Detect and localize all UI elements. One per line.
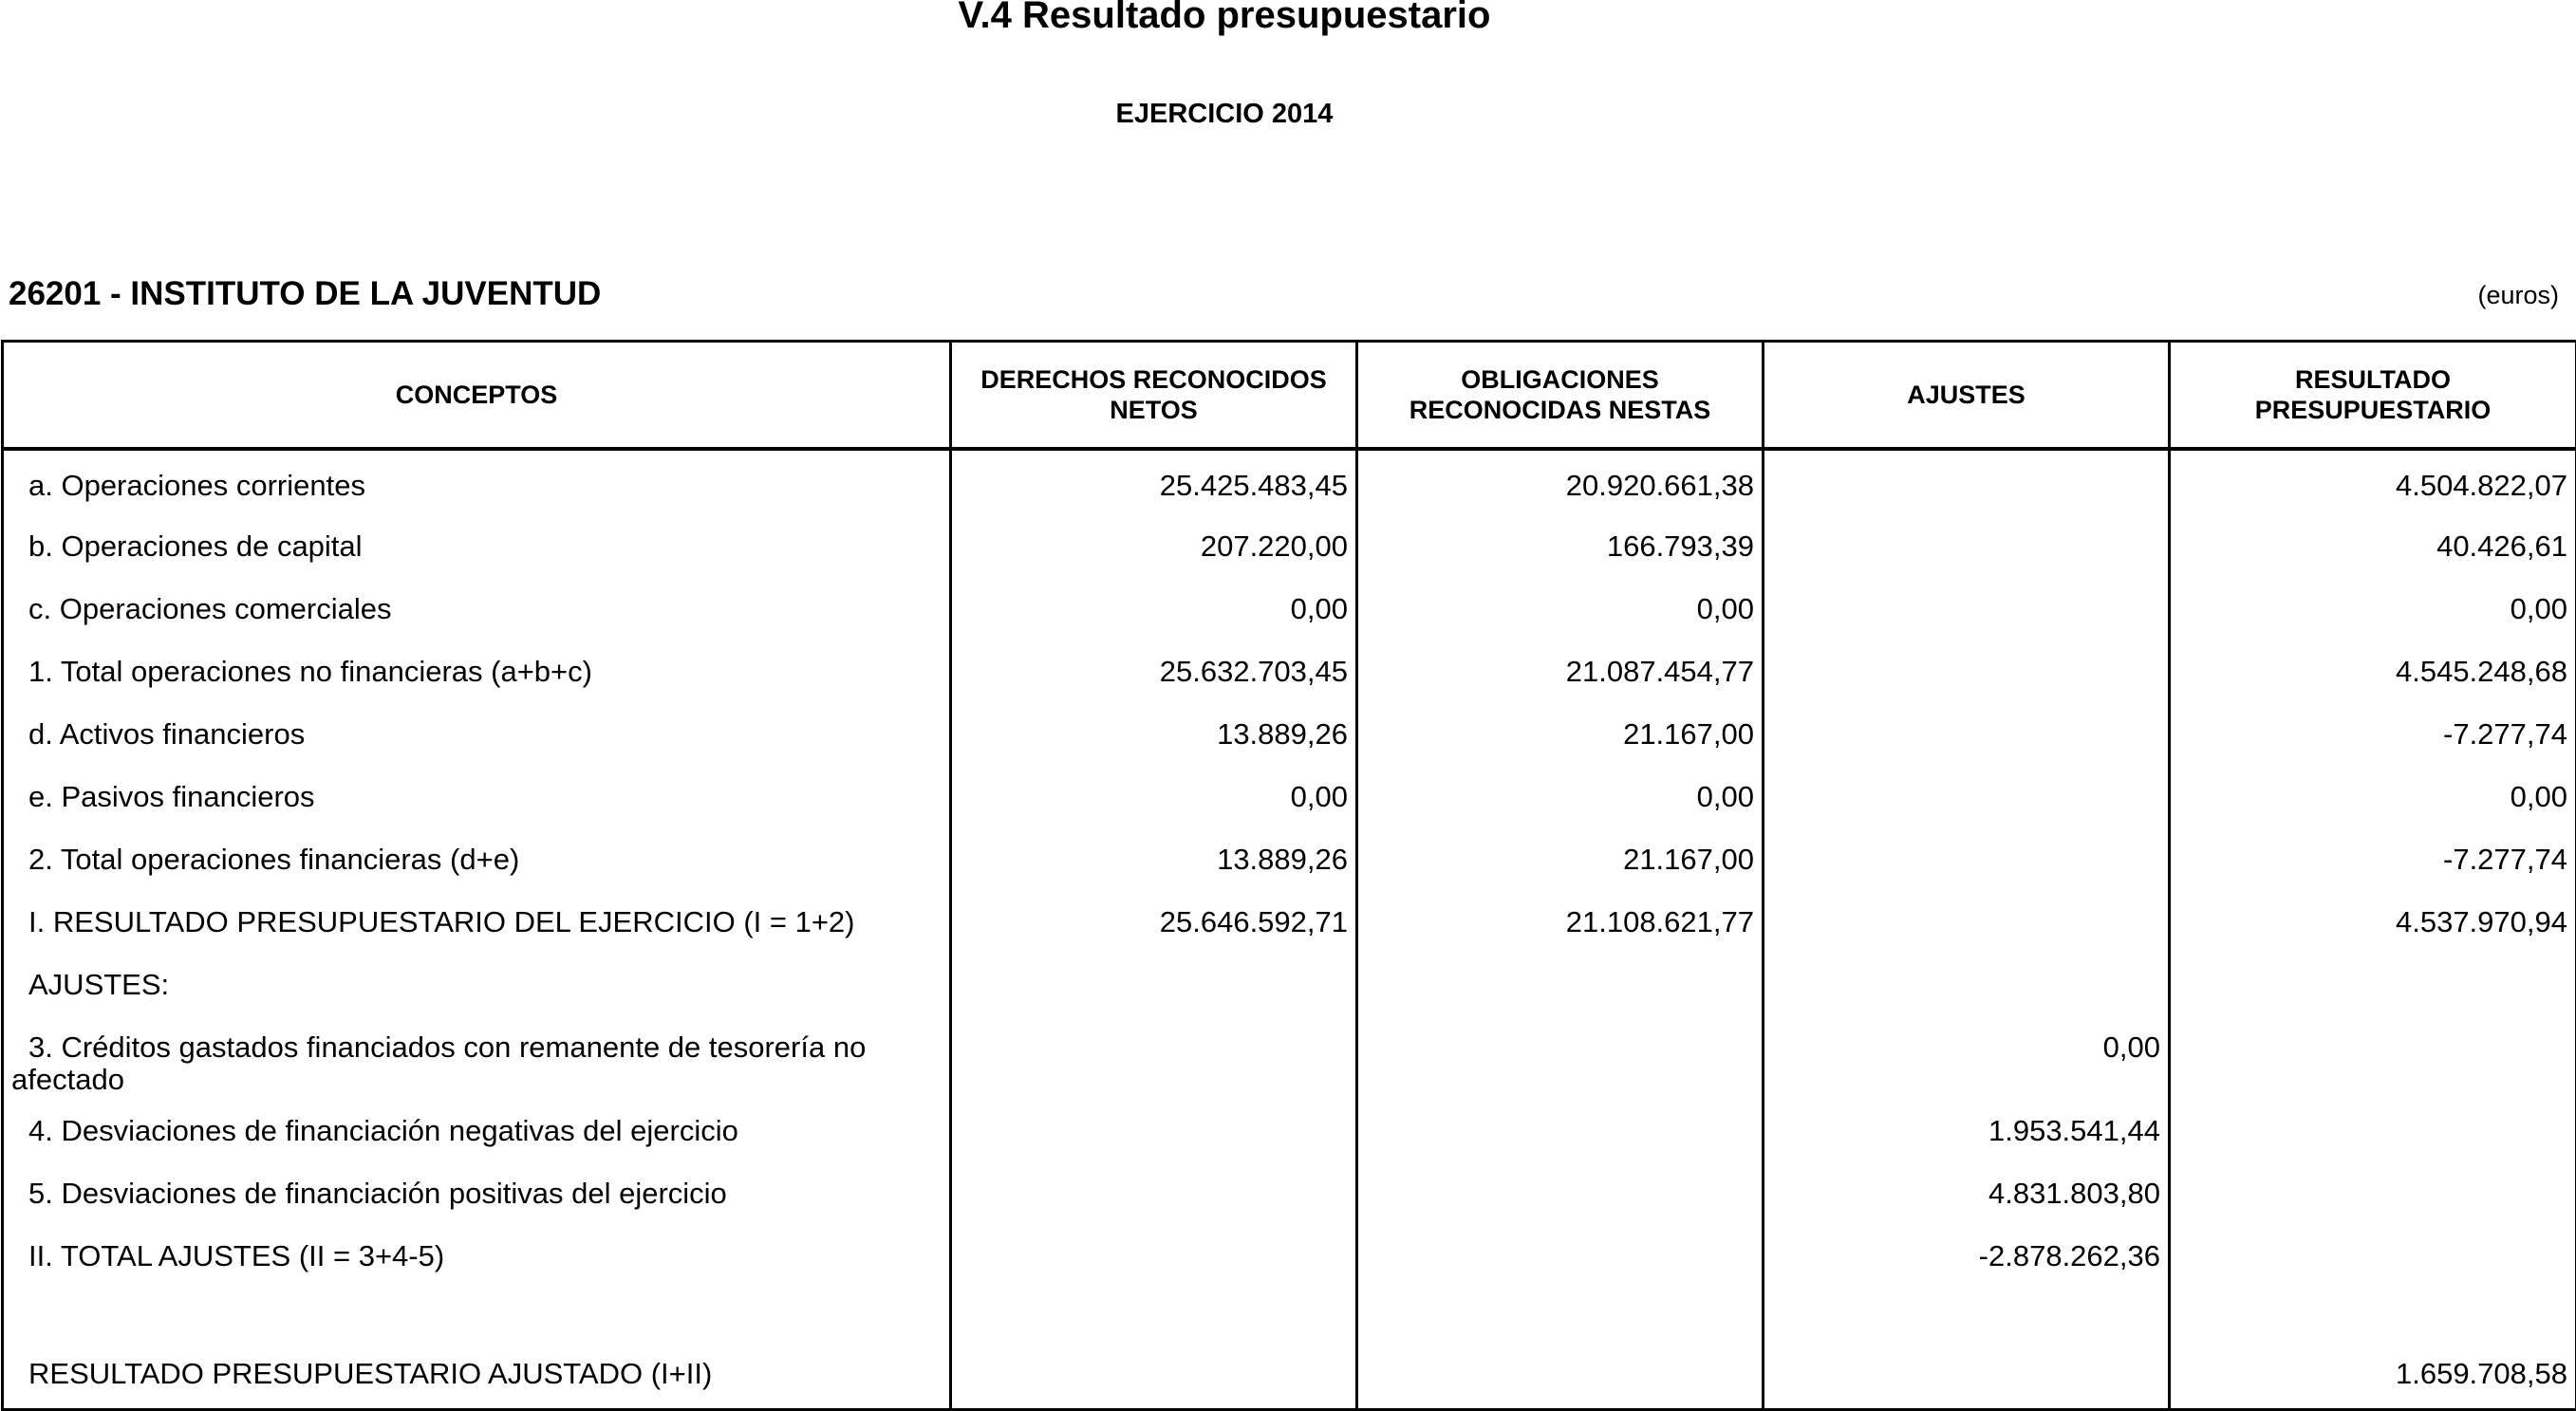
- header-result: RESULTADO PRESUPUESTARIO: [2170, 342, 2576, 450]
- row-obligations: [1357, 1221, 1764, 1284]
- row-obligations: [1357, 1012, 1764, 1096]
- row-obligations: 166.793,39: [1357, 511, 1764, 574]
- table-row-total: [3, 1346, 2576, 1409]
- row-result: 1.659.708,58: [2170, 1346, 2576, 1409]
- row-rights: 25.425.483,45: [951, 449, 1357, 511]
- row-rights: 13.889,26: [951, 825, 1357, 887]
- row-result: [2170, 1096, 2576, 1159]
- row-result: 4.537.970,94: [2170, 887, 2576, 950]
- row-concept: I. RESULTADO PRESUPUESTARIO DEL EJERCICIO (I = 1+2): [11, 906, 855, 938]
- table-row: [3, 637, 2576, 699]
- table-row: [3, 1221, 2576, 1284]
- header-rights: DERECHOS RECONOCIDOS NETOS: [951, 342, 1357, 450]
- row-concept: 5. Desviaciones de financiación positivas del ejercicio: [11, 1178, 727, 1210]
- row-rights: [951, 1096, 1357, 1159]
- row-adjustments: [1764, 825, 2170, 887]
- row-obligations: 21.167,00: [1357, 825, 1764, 887]
- row-obligations: 21.167,00: [1357, 699, 1764, 762]
- table-row: [3, 762, 2576, 825]
- row-obligations: [1357, 1346, 1764, 1409]
- row-adjustments: [1764, 511, 2170, 574]
- row-adjustments: [1764, 699, 2170, 762]
- row-adjustments: 4.831.803,80: [1764, 1159, 2170, 1221]
- row-concept: b. Operaciones de capital: [11, 530, 363, 563]
- row-concept: c. Operaciones comerciales: [11, 593, 392, 625]
- row-rights: 0,00: [951, 762, 1357, 825]
- table-row: [3, 511, 2576, 574]
- row-result: [2170, 1221, 2576, 1284]
- table-row: [3, 1096, 2576, 1159]
- entity-name: 26201 - INSTITUTO DE LA JUVENTUD: [9, 275, 601, 313]
- row-rights: 0,00: [951, 574, 1357, 637]
- header-adjustments: AJUSTES: [1764, 342, 2170, 450]
- table-row: [3, 574, 2576, 637]
- row-obligations: [1357, 1159, 1764, 1221]
- row-rights: 25.646.592,71: [951, 887, 1357, 950]
- row-obligations: 21.087.454,77: [1357, 637, 1764, 699]
- row-concept: d. Activos financieros: [11, 718, 305, 751]
- table-row: [3, 1159, 2576, 1221]
- row-obligations: 20.920.661,38: [1357, 449, 1764, 511]
- row-result: 0,00: [2170, 762, 2576, 825]
- row-rights: [951, 1159, 1357, 1221]
- row-result: [2170, 950, 2576, 1012]
- row-adjustments: 1.953.541,44: [1764, 1096, 2170, 1159]
- row-rights: 13.889,26: [951, 699, 1357, 762]
- budget-result-table: [1, 340, 2576, 1411]
- row-obligations: 0,00: [1357, 762, 1764, 825]
- row-concept: 2. Total operaciones financieras (d+e): [11, 844, 519, 876]
- row-rights: [951, 1221, 1357, 1284]
- currency-units: (euros): [2477, 281, 2559, 310]
- page-title: V.4 Resultado presupuestario: [0, 0, 2449, 37]
- row-result: [2170, 1159, 2576, 1221]
- row-obligations: 21.108.621,77: [1357, 887, 1764, 950]
- table-row: [3, 1012, 2576, 1096]
- row-concept: AJUSTES:: [11, 969, 169, 1001]
- fiscal-year-subtitle: EJERCICIO 2014: [0, 99, 2449, 130]
- row-rights: [951, 1346, 1357, 1409]
- row-result: 4.504.822,07: [2170, 449, 2576, 511]
- table-row: [3, 449, 2576, 511]
- row-adjustments: [1764, 637, 2170, 699]
- row-rights: [951, 1012, 1357, 1096]
- table-header-row: [3, 342, 2576, 450]
- row-obligations: [1357, 950, 1764, 1012]
- row-adjustments: [1764, 950, 2170, 1012]
- row-rights: [951, 950, 1357, 1012]
- row-result: -7.277,74: [2170, 699, 2576, 762]
- header-obligations: OBLIGACIONES RECONOCIDAS NESTAS: [1357, 342, 1764, 450]
- row-result: -7.277,74: [2170, 825, 2576, 887]
- row-adjustments: [1764, 1346, 2170, 1409]
- row-adjustments: [1764, 1284, 2170, 1346]
- row-concept: a. Operaciones corrientes: [11, 470, 365, 502]
- row-rights: 207.220,00: [951, 511, 1357, 574]
- row-adjustments: -2.878.262,36: [1764, 1221, 2170, 1284]
- row-concept: 1. Total operaciones no financieras (a+b+c): [11, 656, 592, 688]
- row-adjustments: [1764, 887, 2170, 950]
- row-adjustments: [1764, 762, 2170, 825]
- row-concept: 4. Desviaciones de financiación negativas del ejercicio: [11, 1115, 738, 1147]
- table-row: [3, 825, 2576, 887]
- row-result: [2170, 1012, 2576, 1096]
- row-adjustments: 0,00: [1764, 1012, 2170, 1096]
- row-concept: RESULTADO PRESUPUESTARIO AJUSTADO (I+II): [11, 1358, 712, 1390]
- row-adjustments: [1764, 449, 2170, 511]
- row-result: 0,00: [2170, 574, 2576, 637]
- header-concepts: CONCEPTOS: [3, 342, 951, 450]
- row-obligations: [1357, 1284, 1764, 1346]
- row-result: [2170, 1284, 2576, 1346]
- row-result: 4.545.248,68: [2170, 637, 2576, 699]
- row-result: 40.426,61: [2170, 511, 2576, 574]
- row-obligations: 0,00: [1357, 574, 1764, 637]
- row-concept: e. Pasivos financieros: [11, 781, 315, 813]
- table-row: [3, 950, 2576, 1012]
- row-obligations: [1357, 1096, 1764, 1159]
- table-row-spacer: [3, 1284, 2576, 1346]
- row-concept: 3. Créditos gastados financiados con remanente de tesorería no afectado: [11, 1031, 942, 1096]
- row-rights: 25.632.703,45: [951, 637, 1357, 699]
- row-rights: [951, 1284, 1357, 1346]
- row-concept: II. TOTAL AJUSTES (II = 3+4-5): [11, 1240, 444, 1272]
- row-adjustments: [1764, 574, 2170, 637]
- table-row: [3, 699, 2576, 762]
- table-row: [3, 887, 2576, 950]
